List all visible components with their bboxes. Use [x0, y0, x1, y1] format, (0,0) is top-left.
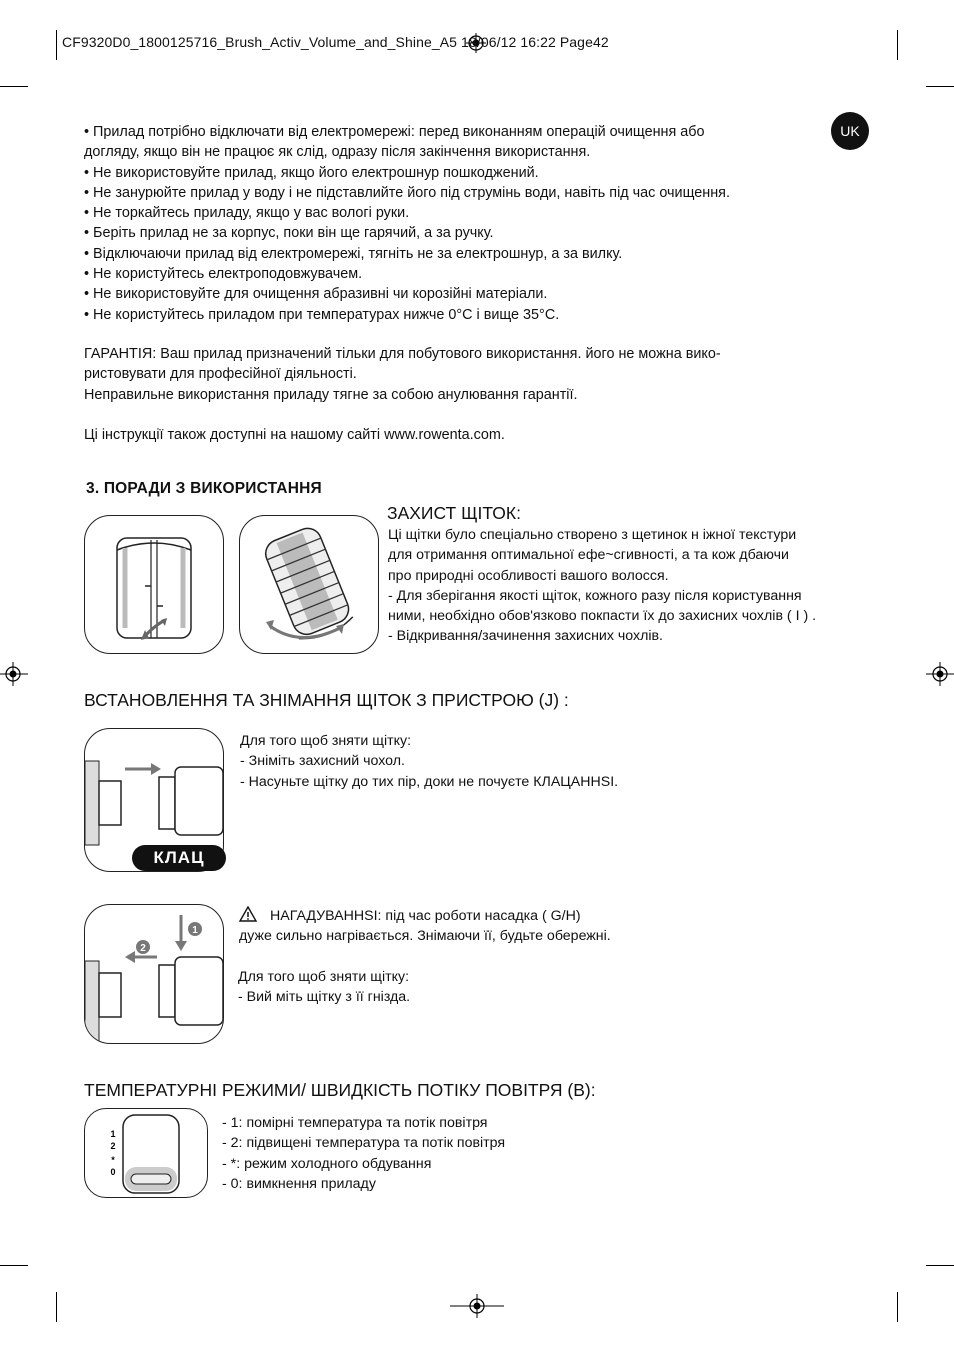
section-title: 3. ПОРАДИ З ВИКОРИСТАННЯ [86, 480, 322, 497]
crop-mark [926, 86, 954, 87]
list-item: - 0: вимкнення приладу [222, 1175, 376, 1192]
warning-text [239, 906, 611, 947]
switch-label: 1 [110, 1129, 116, 1139]
warranty-line: ристовувати для професійної діяльності. [84, 366, 357, 383]
registration-mark-icon [450, 1294, 504, 1318]
text-line: для отримання оптимальної ефе~сгивності, а та кож дбаючи [388, 547, 789, 564]
install-heading: ВСТАНОВЛЕННЯ ТА ЗНІМАННЯ ЩІТОК З ПРИСТРОЮ (J) : [84, 690, 569, 710]
list-item: догляду, якщо він не працює як слід, одразу після закінчення використання. [84, 144, 591, 161]
warranty-line: Неправильне використання приладу тягне за собою анулювання гарантії. [84, 386, 578, 403]
crop-mark [0, 86, 28, 87]
text-line: Ці щітки було спеціально створено з щетинок н іжної текстури [388, 527, 797, 543]
warranty-line: ГАРАНТІЯ: Ваш прилад призначений тільки для побутового використання. його не можна вико- [84, 346, 721, 362]
protect-heading: ЗАХИСТ ЩІТОК: [387, 503, 521, 523]
text-line: - Відкривання/зачинення захисних чохлів. [388, 628, 663, 645]
text-line: дуже сильно нагрівається. Знімаючи її, будьте обережні. [239, 928, 611, 945]
remove-brush-illustration [84, 904, 224, 1044]
protective-case-illustration [84, 515, 224, 654]
list-item: • Не торкайтесь приладу, якщо у вас вологі руки. [84, 205, 410, 222]
step-number: 2 [140, 943, 146, 954]
registration-mark-icon [0, 662, 30, 686]
click-label: КЛАЦ [132, 845, 226, 871]
text-line: - Насуньте щітку до тих пір, доки не почуєте КЛАЦАННSI. [240, 773, 619, 790]
list-item: - *: режим холодного обдування [222, 1155, 432, 1172]
list-item: • Не користуйтесь електроподовжувачем. [84, 266, 363, 283]
switch-label: * [111, 1155, 115, 1165]
text-line: - Зніміть захисний чохол. [240, 753, 405, 770]
crop-mark [897, 30, 898, 60]
print-header: CF9320D0_1800125716_Brush_Activ_Volume_and_Shine_A5 18/06/12 16:22 Page42 [62, 34, 609, 50]
step-number: 1 [192, 925, 198, 936]
speed-switch-illustration [84, 1108, 208, 1198]
text-line: Для того щоб зняти щітку: [240, 733, 412, 749]
remove-text [238, 967, 410, 1008]
list-item: • Не використовуйте для очищення абразивні чи корозійні матеріали. [84, 286, 548, 303]
list-item: - 1: помірні температура та потік повітря [222, 1115, 488, 1131]
website-note: Ці інструкції також доступні на нашому сайті www.rowenta.com. [84, 427, 505, 443]
list-item: • Відключаючи прилад від електромережі, тягніть не за електрошнур, а за вилку. [84, 245, 623, 262]
crop-mark [56, 1292, 57, 1322]
list-item: • Не занурюйте прилад у воду і не підставлийте його під струмінь води, навіть під час очищення. [84, 184, 730, 201]
text-line: - Для зберігання якості щіток, кожного разу після користування [388, 587, 802, 604]
safety-list [84, 122, 844, 325]
modes-heading: ТЕМПЕРАТУРНІ РЕЖИМИ/ ШВИДКІСТЬ ПОТІКУ ПОВІТРЯ (B): [84, 1080, 596, 1100]
text-line: НАГАДУВАННSI: під час роботи насадка ( G/H) [270, 908, 581, 924]
switch-label: 2 [110, 1141, 116, 1151]
list-item: • Беріть прилад не за корпус, поки він ще гарячий, а за ручку. [84, 225, 494, 242]
list-item: • Прилад потрібно відключати від електромережі: перед виконанням операцій очищення або [84, 124, 705, 140]
brush-in-case-illustration [239, 515, 379, 654]
language-badge: UK [831, 112, 869, 150]
list-item: - 2: підвищені температура та потік повітря [222, 1135, 506, 1152]
crop-mark [0, 1265, 28, 1266]
crop-mark [926, 1265, 954, 1266]
protect-text [388, 525, 816, 647]
crop-mark [56, 30, 57, 60]
text-line: Для того щоб зняти щітку: [238, 969, 410, 985]
list-item: • Не користуйтесь приладом при температурах нижче 0°C і вище 35°C. [84, 306, 560, 323]
switch-label: 0 [110, 1167, 116, 1177]
warranty-text [84, 344, 864, 405]
text-line: ними, необхідно обов'язково покпасти їх до захисних чохлів ( I ) . [388, 608, 817, 625]
crop-mark [897, 1292, 898, 1322]
attach-text [240, 731, 618, 792]
text-line: про природні особливості вашого волосся. [388, 567, 669, 584]
list-item: • Не використовуйте прилад, якщо його електрошнур пошкоджений. [84, 164, 539, 181]
modes-list [222, 1113, 505, 1194]
registration-mark-icon [926, 662, 954, 686]
text-line: - Вий міть щітку з її гнізда. [238, 989, 411, 1006]
